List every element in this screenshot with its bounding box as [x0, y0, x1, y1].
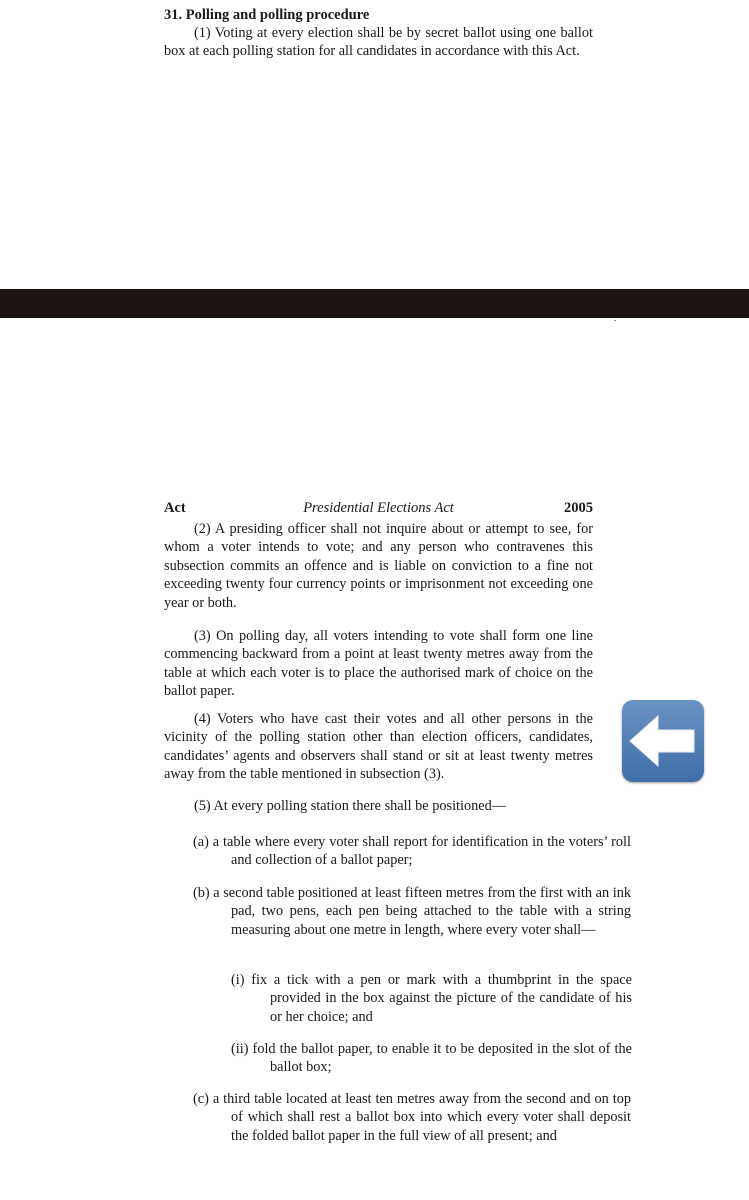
list-item-b-ii: (ii) fold the ballot paper, to enable it to be deposited in the slot of the ballot box; — [231, 1041, 632, 1076]
subsection-4: (4) Voters who have cast their votes and all other persons in the vicinity of the polling station other than election officers, candidates, candidates’ agents and observers shall stand or sit at least twenty metres away from the table mentioned in subsection (3). — [164, 711, 593, 783]
header-act-label: Act — [164, 500, 186, 516]
subsection-5: (5) At every polling station there shall be positioned— — [194, 798, 507, 814]
list-item-b-i: (i) fix a tick with a pen or mark with a thumbprint in the space provided in the box against the picture of the candidate of his or her choice; and — [231, 972, 632, 1025]
back-button[interactable] — [622, 700, 704, 782]
header-year: 2005 — [564, 500, 593, 516]
page-divider-bar — [0, 289, 749, 318]
header-title: Presidential Elections Act — [303, 500, 454, 516]
scan-mark — [614, 320, 616, 321]
subsection-3: (3) On polling day, all voters intending to vote shall form one line commencing backward from a point at least twenty metres away from the table at which each voter is to place the authorised mark of choice on the ballot paper. — [164, 628, 593, 700]
running-header — [164, 500, 593, 520]
list-item-a: (a) a table where every voter shall report for identification in the voters’ roll and collection of a ballot paper; — [193, 834, 631, 869]
list-item-b: (b) a second table positioned at least fifteen metres from the first with an ink pad, two pens, each pen being attached to the table with a string measuring about one metre in length, where every voter shall— — [193, 885, 631, 938]
list-item-c: (c) a third table located at least ten metres away from the second and on top of which shall rest a ballot box into which every voter shall deposit the folded ballot paper in the full view of all present; and — [193, 1091, 631, 1144]
left-arrow-icon — [622, 700, 704, 782]
section-heading: 31. Polling and polling procedure — [164, 7, 370, 23]
subsection-2: (2) A presiding officer shall not inquire about or attempt to see, for whom a voter intends to vote; and any person who contravenes this subsection commits an offence and is liable on conviction to a fine not exceeding twenty four currency points or imprisonment not exceeding one year or both. — [164, 521, 593, 611]
subsection-1: (1) Voting at every election shall be by secret ballot using one ballot box at each polling station for all candidates in accordance with this Act. — [164, 25, 593, 60]
